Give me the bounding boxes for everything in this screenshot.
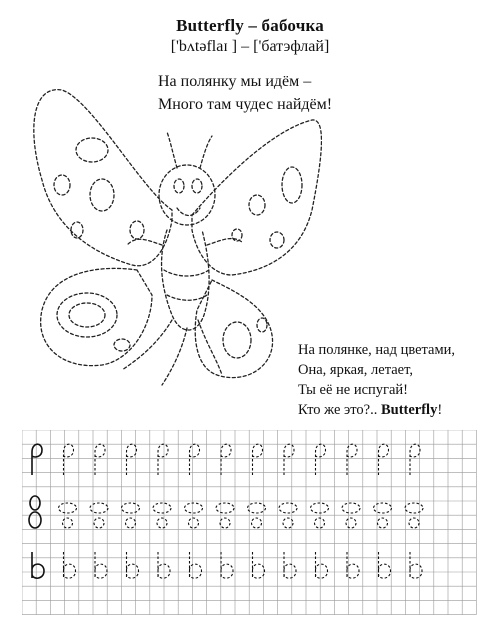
oval-trace bbox=[63, 518, 73, 528]
oval-trace bbox=[185, 503, 203, 513]
butterfly-body-stripe bbox=[167, 295, 207, 300]
butterfly-arm bbox=[207, 239, 242, 245]
poem-top-line-1: На полянку мы идём – bbox=[158, 73, 312, 90]
transcription: ['bʌtəflaɪ ] – ['батэфлай] bbox=[170, 38, 330, 55]
wing-spot bbox=[257, 318, 267, 332]
loop-stroke-trace bbox=[253, 444, 263, 475]
butterfly-arm bbox=[127, 239, 162, 245]
butterfly-tracing-illustration bbox=[22, 70, 322, 405]
page-title: Butterfly – бабочка bbox=[176, 16, 324, 35]
oval-trace bbox=[378, 518, 388, 528]
loop-stroke-trace bbox=[410, 444, 420, 475]
loop-stroke-trace bbox=[127, 444, 137, 475]
letter-b-trace bbox=[284, 552, 296, 578]
butterfly-leg bbox=[198, 320, 222, 375]
poem-bottom-line-4-prefix: Кто же это?.. bbox=[298, 402, 381, 418]
butterfly-head bbox=[159, 165, 215, 225]
oval-trace bbox=[189, 518, 199, 528]
loop-stroke-trace bbox=[379, 444, 389, 475]
oval-trace bbox=[342, 503, 360, 513]
loop-stroke-trace bbox=[32, 444, 42, 475]
letter-b-trace bbox=[32, 552, 44, 578]
oval-trace bbox=[126, 518, 136, 528]
wing-spot bbox=[90, 179, 114, 211]
poem-bottom-butterfly-word: Butterfly bbox=[380, 402, 438, 418]
letter-b-trace bbox=[316, 552, 328, 578]
letter-b-trace bbox=[379, 552, 391, 578]
oval-trace bbox=[122, 503, 140, 513]
letter-b-trace bbox=[95, 552, 107, 578]
loop-stroke-trace bbox=[190, 444, 200, 475]
poem-bottom bbox=[298, 340, 455, 420]
loop-stroke-trace bbox=[284, 444, 294, 475]
loop-stroke-trace bbox=[221, 444, 231, 475]
letter-b-trace bbox=[127, 552, 139, 578]
oval-trace bbox=[315, 518, 325, 528]
oval-trace bbox=[346, 518, 356, 528]
oval-trace bbox=[94, 518, 104, 528]
wing-spot bbox=[130, 221, 144, 239]
poem-bottom-line-2: Она, яркая, летает, bbox=[298, 362, 413, 378]
wing-spot bbox=[282, 167, 302, 203]
wing-spot bbox=[54, 175, 70, 195]
wing-spot bbox=[69, 303, 105, 327]
butterfly-antenna bbox=[167, 132, 177, 168]
oval-trace bbox=[311, 503, 329, 513]
handwriting-practice-grid bbox=[22, 430, 477, 615]
loop-stroke-trace bbox=[95, 444, 105, 475]
oval-trace bbox=[405, 503, 423, 513]
butterfly-antenna bbox=[200, 136, 212, 168]
wing-spot bbox=[114, 339, 130, 351]
wing-spot bbox=[57, 293, 117, 337]
letter-b-trace bbox=[221, 552, 233, 578]
letter-b-trace bbox=[190, 552, 202, 578]
oval-trace bbox=[279, 503, 297, 513]
butterfly-body-stripe bbox=[164, 270, 209, 276]
loop-stroke-trace bbox=[64, 444, 74, 475]
wing-spot bbox=[270, 232, 284, 248]
letter-b-trace bbox=[410, 552, 422, 578]
wing-spot bbox=[249, 195, 265, 215]
poem-bottom-line-1: На полянке, над цветами, bbox=[298, 342, 456, 358]
butterfly-eye bbox=[192, 179, 202, 193]
loop-stroke-trace bbox=[158, 444, 168, 475]
oval-trace bbox=[248, 503, 266, 513]
butterfly-leg bbox=[162, 328, 187, 385]
oval-trace bbox=[29, 512, 41, 528]
letter-b-trace bbox=[253, 552, 265, 578]
oval-trace bbox=[409, 518, 419, 528]
butterfly-eye bbox=[174, 179, 184, 193]
oval-trace bbox=[59, 503, 77, 513]
wing-spot bbox=[223, 322, 251, 358]
oval-trace bbox=[30, 496, 40, 510]
oval-trace bbox=[153, 503, 171, 513]
oval-trace bbox=[157, 518, 167, 528]
oval-trace bbox=[374, 503, 392, 513]
left-upper-wing bbox=[34, 90, 172, 266]
right-upper-wing bbox=[192, 120, 321, 275]
wing-spot bbox=[76, 138, 108, 162]
oval-trace bbox=[216, 503, 234, 513]
oval-trace bbox=[252, 518, 262, 528]
poem-bottom-line-3: Ты её не испугай! bbox=[298, 382, 408, 398]
poem-top-line-2: Много там чудес найдём! bbox=[158, 96, 333, 113]
poem-bottom-line-4-suffix: ! bbox=[437, 402, 443, 418]
letter-b-trace bbox=[64, 552, 76, 578]
oval-trace bbox=[220, 518, 230, 528]
poem-bottom-line-4 bbox=[298, 400, 455, 420]
butterfly-body bbox=[162, 230, 210, 330]
